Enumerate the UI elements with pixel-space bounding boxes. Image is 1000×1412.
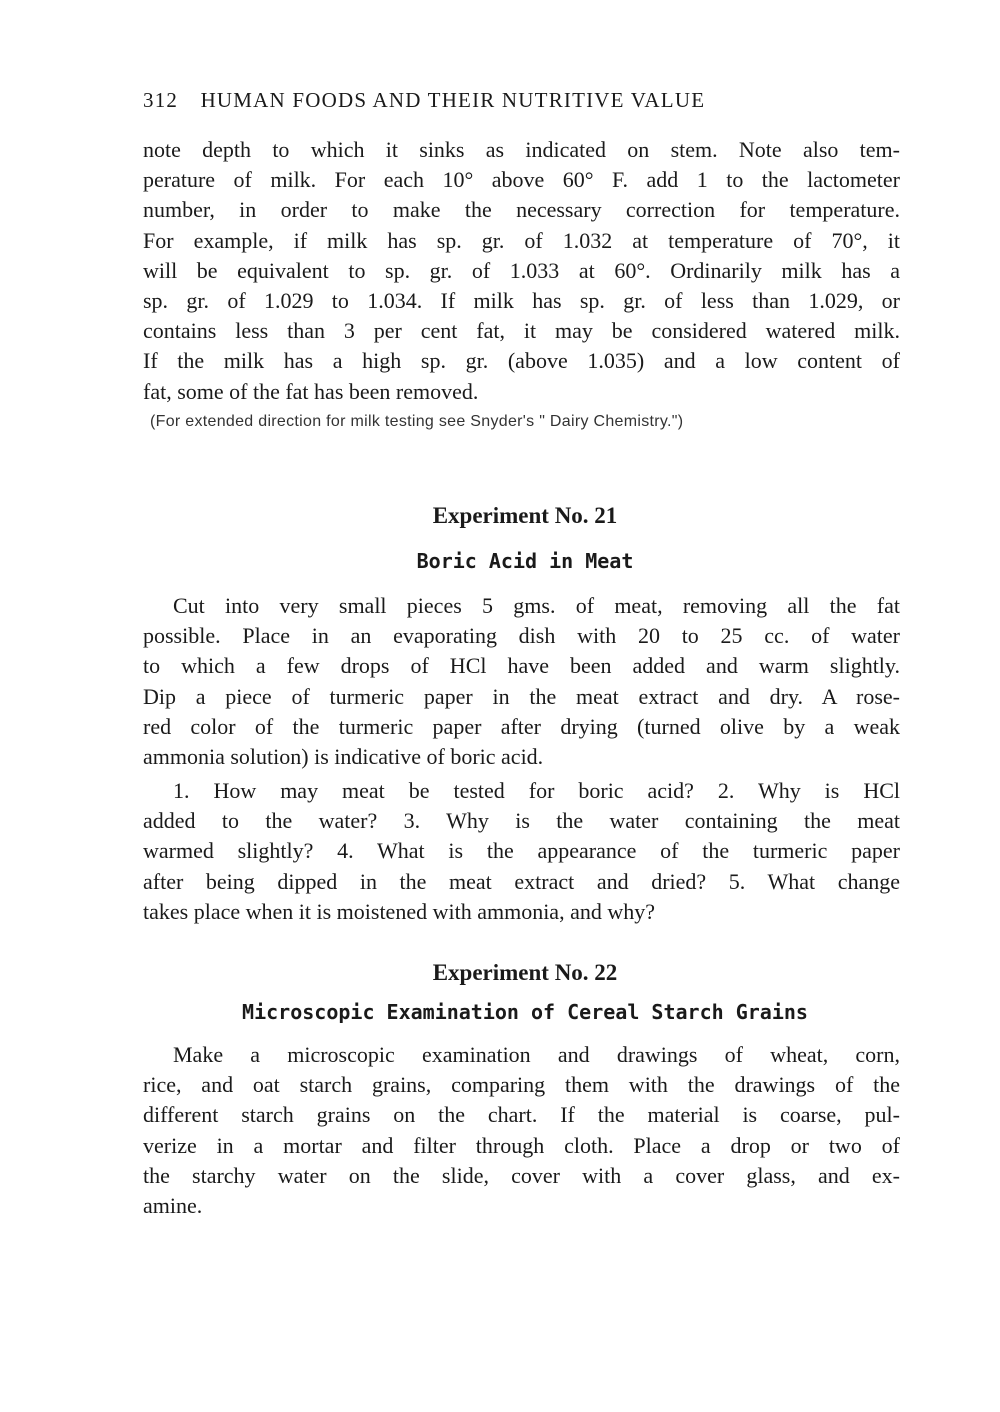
- text-line: verize in a mortar and filter through cloth. Place a drop or two of: [143, 1132, 900, 1158]
- text-line: Make a microscopic examination and drawings of wheat, corn,: [173, 1042, 900, 1067]
- text-line: note depth to which it sinks as indicated on stem. Note also tem-: [143, 137, 900, 162]
- experiment-21-questions: [143, 776, 900, 927]
- text-line: added to the water? 3. Why is the water containing the meat: [143, 808, 900, 834]
- text-line: fat, some of the fat has been removed.: [143, 378, 479, 404]
- experiment-21-paragraph: [143, 591, 900, 772]
- experiment-22-heading: Experiment No. 22: [432, 960, 618, 985]
- text-line: If the milk has a high sp. gr. (above 1.035) and a low content of: [143, 348, 900, 374]
- text-line: possible. Place in an evaporating dish with 20 to 25 cc. of water: [143, 623, 900, 649]
- text-line: amine.: [143, 1193, 203, 1219]
- text-line: to which a few drops of HCl have been added and warm slightly.: [143, 653, 900, 679]
- text-line: the starchy water on the slide, cover with a cover glass, and ex-: [143, 1162, 900, 1188]
- experiment-22-subheading: Microscopic Examination of Cereal Starch Grains: [242, 1000, 808, 1024]
- text-line: Dip a piece of turmeric paper in the meat extract and dry. A rose-: [143, 683, 900, 709]
- text-line: red color of the turmeric paper after drying (turned olive by a weak: [143, 713, 900, 739]
- experiment-21-heading: Experiment No. 21: [432, 503, 618, 528]
- experiment-22-paragraph: [143, 1040, 900, 1221]
- page-number: 312: [143, 88, 179, 112]
- text-line: contains less than 3 per cent fat, it may be considered watered milk.: [143, 318, 900, 344]
- experiment-21-subheading: Boric Acid in Meat: [416, 549, 634, 573]
- text-line: different starch grains on the chart. If the material is coarse, pul-: [143, 1102, 900, 1128]
- text-line: number, in order to make the necessary correction for temperature.: [143, 197, 900, 223]
- text-line: warmed slightly? 4. What is the appearance of the turmeric paper: [143, 838, 900, 864]
- text-line: rice, and oat starch grains, comparing them with the drawings of the: [143, 1072, 900, 1098]
- running-title: HUMAN FOODS AND THEIR NUTRITIVE VALUE: [200, 88, 706, 112]
- text-line: takes place when it is moistened with ammonia, and why?: [143, 898, 655, 924]
- text-line: perature of milk. For each 10° above 60° F. add 1 to the lactometer: [143, 167, 900, 193]
- text-line: For example, if milk has sp. gr. of 1.032 at temperature of 70°, it: [143, 227, 900, 253]
- running-header: [143, 88, 903, 113]
- text-line: sp. gr. of 1.029 to 1.034. If milk has sp. gr. of less than 1.029, or: [143, 288, 900, 314]
- text-line: after being dipped in the meat extract and dried? 5. What change: [143, 868, 900, 894]
- text-line: 1. How may meat be tested for boric acid? 2. Why is HCl: [173, 778, 900, 803]
- text-line: Cut into very small pieces 5 gms. of meat, removing all the fat: [173, 593, 900, 618]
- text-line: will be equivalent to sp. gr. of 1.033 at 60°. Ordinarily milk has a: [143, 257, 900, 283]
- reference-note: (For extended direction for milk testing see Snyder's " Dairy Chemistry."): [150, 413, 684, 430]
- text-line: ammonia solution) is indicative of boric acid.: [143, 744, 544, 770]
- intro-paragraph: [143, 135, 900, 407]
